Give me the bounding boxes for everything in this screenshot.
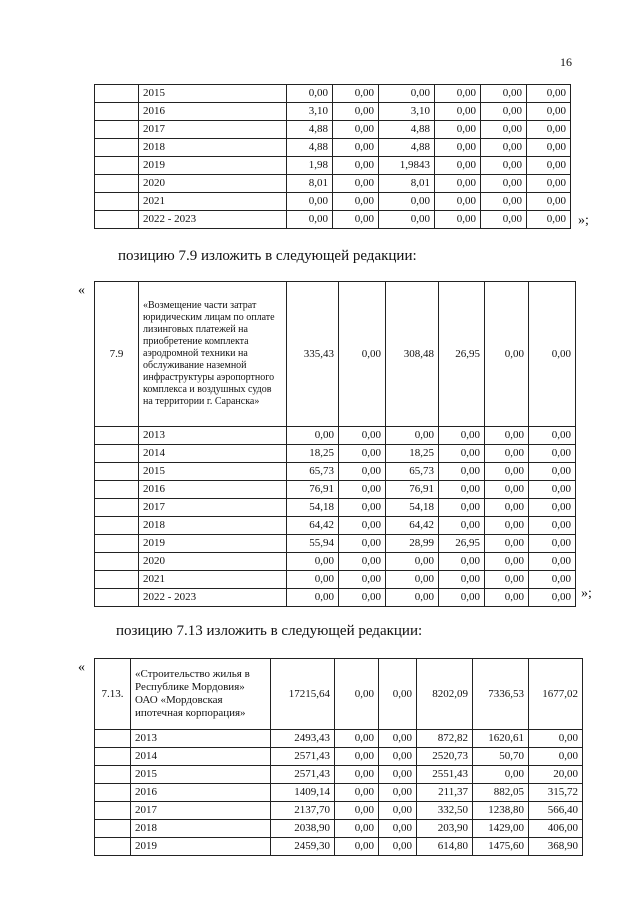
table-row [95, 571, 576, 589]
value-cell: 0,00 [335, 802, 379, 820]
value-cell: 0,00 [529, 589, 576, 607]
year-cell: 2021 [139, 571, 287, 589]
value-cell: 0,00 [527, 103, 571, 121]
empty-cell [95, 193, 139, 211]
value-cell: 0,00 [287, 553, 339, 571]
total-cell: 0,00 [335, 659, 379, 730]
value-cell: 0,00 [481, 157, 527, 175]
value-cell: 0,00 [485, 427, 529, 445]
item-description: «Строительство жилья в Республике Мордовия» ОАО «Мордовская ипотечная корпорация» [131, 659, 271, 730]
value-cell: 0,00 [339, 499, 386, 517]
item-description: «Возмещение части затрат юридическим лицам по оплате лизинговых платежей на приобретение комплекта аэродромной техники на обслуживание наземной инфраструктуры аэропортного комплекса и воздушных судов на территории г. Саранска» [139, 282, 287, 427]
total-cell: 335,43 [287, 282, 339, 427]
value-cell: 0,00 [527, 175, 571, 193]
year-cell: 2019 [139, 535, 287, 553]
value-cell: 0,00 [379, 730, 417, 748]
value-cell: 0,00 [335, 784, 379, 802]
year-cell: 2016 [131, 784, 271, 802]
value-cell: 0,00 [529, 748, 583, 766]
year-cell: 2016 [139, 481, 287, 499]
value-cell: 0,00 [333, 85, 379, 103]
value-cell: 18,25 [386, 445, 439, 463]
total-cell: 17215,64 [271, 659, 335, 730]
value-cell: 0,00 [333, 175, 379, 193]
value-cell: 0,00 [529, 463, 576, 481]
empty-cell [95, 571, 139, 589]
value-cell: 0,00 [335, 766, 379, 784]
value-cell: 0,00 [333, 157, 379, 175]
value-cell: 203,90 [417, 820, 473, 838]
value-cell: 0,00 [333, 121, 379, 139]
value-cell: 0,00 [333, 193, 379, 211]
value-cell: 0,00 [435, 121, 481, 139]
empty-cell [95, 553, 139, 571]
value-cell: 0,00 [339, 535, 386, 553]
year-cell: 2018 [139, 517, 287, 535]
value-cell: 0,00 [485, 517, 529, 535]
value-cell: 0,00 [473, 766, 529, 784]
table-row [95, 427, 576, 445]
year-cell: 2019 [131, 838, 271, 856]
table-row [95, 838, 583, 856]
value-cell: 0,00 [481, 139, 527, 157]
value-cell: 0,00 [485, 445, 529, 463]
close-quote-mark: »; [578, 213, 589, 228]
value-cell: 0,00 [481, 175, 527, 193]
value-cell: 4,88 [379, 139, 435, 157]
value-cell: 0,00 [439, 427, 485, 445]
value-cell: 0,00 [529, 499, 576, 517]
value-cell: 211,37 [417, 784, 473, 802]
value-cell: 0,00 [529, 730, 583, 748]
table-row [95, 175, 571, 193]
year-cell: 2017 [131, 802, 271, 820]
total-cell: 0,00 [339, 282, 386, 427]
table-row [95, 157, 571, 175]
table-row [95, 499, 576, 517]
table-continuation [94, 84, 571, 229]
value-cell: 18,25 [287, 445, 339, 463]
value-cell: 0,00 [386, 571, 439, 589]
value-cell: 0,00 [527, 139, 571, 157]
value-cell: 0,00 [481, 103, 527, 121]
value-cell: 1475,60 [473, 838, 529, 856]
value-cell: 0,00 [485, 571, 529, 589]
value-cell: 0,00 [379, 211, 435, 229]
value-cell: 1238,80 [473, 802, 529, 820]
table-row [95, 748, 583, 766]
year-cell: 2013 [139, 427, 287, 445]
value-cell: 0,00 [379, 784, 417, 802]
empty-cell [95, 157, 139, 175]
value-cell: 1620,61 [473, 730, 529, 748]
value-cell: 2493,43 [271, 730, 335, 748]
table-row [95, 802, 583, 820]
value-cell: 0,00 [335, 748, 379, 766]
value-cell: 0,00 [527, 121, 571, 139]
value-cell: 0,00 [481, 85, 527, 103]
year-cell: 2019 [139, 157, 287, 175]
table-row [95, 445, 576, 463]
table-row [95, 139, 571, 157]
table-row [95, 463, 576, 481]
year-cell: 2018 [139, 139, 287, 157]
value-cell: 0,00 [339, 445, 386, 463]
value-cell: 0,00 [287, 571, 339, 589]
value-cell: 0,00 [333, 211, 379, 229]
year-cell: 2017 [139, 499, 287, 517]
value-cell: 64,42 [287, 517, 339, 535]
value-cell: 566,40 [529, 802, 583, 820]
value-cell: 0,00 [529, 553, 576, 571]
total-cell: 7336,53 [473, 659, 529, 730]
year-cell: 2022 - 2023 [139, 211, 287, 229]
value-cell: 0,00 [339, 463, 386, 481]
year-cell: 2015 [139, 463, 287, 481]
total-cell: 8202,09 [417, 659, 473, 730]
value-cell: 20,00 [529, 766, 583, 784]
empty-cell [95, 730, 131, 748]
section-heading: позицию 7.13 изложить в следующей редакции: [116, 623, 423, 639]
year-cell: 2020 [139, 175, 287, 193]
value-cell: 4,88 [287, 121, 333, 139]
value-cell: 0,00 [439, 553, 485, 571]
value-cell: 1,9843 [379, 157, 435, 175]
value-cell: 0,00 [435, 139, 481, 157]
value-cell: 0,00 [439, 481, 485, 499]
total-cell: 308,48 [386, 282, 439, 427]
value-cell: 0,00 [485, 553, 529, 571]
table-row [95, 211, 571, 229]
item-row [95, 282, 576, 427]
value-cell: 3,10 [287, 103, 333, 121]
empty-cell [95, 802, 131, 820]
value-cell: 0,00 [333, 139, 379, 157]
empty-cell [95, 445, 139, 463]
empty-cell [95, 211, 139, 229]
value-cell: 0,00 [287, 211, 333, 229]
value-cell: 872,82 [417, 730, 473, 748]
empty-cell [95, 784, 131, 802]
value-cell: 0,00 [435, 157, 481, 175]
value-cell: 0,00 [379, 820, 417, 838]
value-cell: 0,00 [335, 838, 379, 856]
value-cell: 368,90 [529, 838, 583, 856]
table-position-7-9 [94, 281, 576, 607]
empty-cell [95, 175, 139, 193]
value-cell: 3,10 [379, 103, 435, 121]
value-cell: 0,00 [386, 589, 439, 607]
total-cell: 0,00 [485, 282, 529, 427]
table-position-7-13 [94, 658, 583, 856]
table-row [95, 517, 576, 535]
item-number: 7.13. [95, 659, 131, 730]
value-cell: 0,00 [485, 499, 529, 517]
value-cell: 0,00 [481, 211, 527, 229]
empty-cell [95, 838, 131, 856]
table-row [95, 730, 583, 748]
value-cell: 0,00 [527, 193, 571, 211]
value-cell: 0,00 [485, 463, 529, 481]
value-cell: 0,00 [529, 517, 576, 535]
year-cell: 2015 [131, 766, 271, 784]
empty-cell [95, 589, 139, 607]
value-cell: 76,91 [287, 481, 339, 499]
value-cell: 0,00 [439, 589, 485, 607]
value-cell: 0,00 [439, 571, 485, 589]
value-cell: 0,00 [339, 571, 386, 589]
value-cell: 0,00 [379, 766, 417, 784]
value-cell: 0,00 [335, 820, 379, 838]
page-number: 16 [560, 55, 572, 69]
value-cell: 54,18 [386, 499, 439, 517]
value-cell: 0,00 [439, 517, 485, 535]
section-heading: позицию 7.9 изложить в следующей редакции: [118, 248, 417, 264]
value-cell: 0,00 [485, 589, 529, 607]
value-cell: 0,00 [527, 85, 571, 103]
empty-cell [95, 766, 131, 784]
empty-cell [95, 139, 139, 157]
value-cell: 0,00 [287, 193, 333, 211]
value-cell: 8,01 [287, 175, 333, 193]
value-cell: 0,00 [529, 481, 576, 499]
value-cell: 0,00 [386, 553, 439, 571]
year-cell: 2016 [139, 103, 287, 121]
value-cell: 0,00 [287, 85, 333, 103]
value-cell: 1,98 [287, 157, 333, 175]
table-row [95, 784, 583, 802]
value-cell: 0,00 [379, 193, 435, 211]
empty-cell [95, 535, 139, 553]
value-cell: 0,00 [529, 535, 576, 553]
table-row [95, 535, 576, 553]
table-row [95, 85, 571, 103]
year-cell: 2014 [131, 748, 271, 766]
value-cell: 0,00 [435, 193, 481, 211]
value-cell: 0,00 [529, 571, 576, 589]
value-cell: 0,00 [439, 463, 485, 481]
value-cell: 65,73 [386, 463, 439, 481]
value-cell: 0,00 [287, 589, 339, 607]
value-cell: 55,94 [287, 535, 339, 553]
value-cell: 64,42 [386, 517, 439, 535]
table-row [95, 121, 571, 139]
value-cell: 0,00 [333, 103, 379, 121]
year-cell: 2022 - 2023 [139, 589, 287, 607]
value-cell: 0,00 [386, 427, 439, 445]
value-cell: 0,00 [379, 838, 417, 856]
table-row [95, 481, 576, 499]
total-cell: 1677,02 [529, 659, 583, 730]
value-cell: 1429,00 [473, 820, 529, 838]
value-cell: 0,00 [529, 445, 576, 463]
value-cell: 0,00 [379, 85, 435, 103]
value-cell: 0,00 [527, 157, 571, 175]
empty-cell [95, 517, 139, 535]
value-cell: 0,00 [287, 427, 339, 445]
year-cell: 2015 [139, 85, 287, 103]
value-cell: 2137,70 [271, 802, 335, 820]
value-cell: 0,00 [435, 85, 481, 103]
empty-cell [95, 820, 131, 838]
value-cell: 1409,14 [271, 784, 335, 802]
year-cell: 2013 [131, 730, 271, 748]
value-cell: 0,00 [335, 730, 379, 748]
value-cell: 406,00 [529, 820, 583, 838]
item-row [95, 659, 583, 730]
empty-cell [95, 85, 139, 103]
value-cell: 2038,90 [271, 820, 335, 838]
value-cell: 0,00 [339, 589, 386, 607]
year-cell: 2018 [131, 820, 271, 838]
empty-cell [95, 463, 139, 481]
table-row [95, 553, 576, 571]
total-cell: 0,00 [379, 659, 417, 730]
value-cell: 0,00 [481, 193, 527, 211]
value-cell: 2551,43 [417, 766, 473, 784]
value-cell: 54,18 [287, 499, 339, 517]
empty-cell [95, 121, 139, 139]
empty-cell [95, 103, 139, 121]
value-cell: 332,50 [417, 802, 473, 820]
value-cell: 0,00 [439, 499, 485, 517]
item-number: 7.9 [95, 282, 139, 427]
value-cell: 2520,73 [417, 748, 473, 766]
empty-cell [95, 427, 139, 445]
table-row [95, 103, 571, 121]
value-cell: 0,00 [435, 175, 481, 193]
value-cell: 0,00 [485, 481, 529, 499]
value-cell: 2459,30 [271, 838, 335, 856]
value-cell: 4,88 [379, 121, 435, 139]
value-cell: 76,91 [386, 481, 439, 499]
value-cell: 614,80 [417, 838, 473, 856]
value-cell: 2571,43 [271, 748, 335, 766]
empty-cell [95, 481, 139, 499]
value-cell: 0,00 [379, 748, 417, 766]
value-cell: 0,00 [481, 121, 527, 139]
value-cell: 315,72 [529, 784, 583, 802]
value-cell: 0,00 [439, 445, 485, 463]
value-cell: 65,73 [287, 463, 339, 481]
table-row [95, 193, 571, 211]
value-cell: 0,00 [339, 517, 386, 535]
open-quote-mark: « [78, 660, 85, 675]
value-cell: 28,99 [386, 535, 439, 553]
value-cell: 8,01 [379, 175, 435, 193]
year-cell: 2021 [139, 193, 287, 211]
table-row [95, 589, 576, 607]
empty-cell [95, 748, 131, 766]
empty-cell [95, 499, 139, 517]
total-cell: 26,95 [439, 282, 485, 427]
open-quote-mark: « [78, 283, 85, 298]
value-cell: 0,00 [339, 481, 386, 499]
total-cell: 0,00 [529, 282, 576, 427]
close-quote-mark: »; [581, 586, 592, 601]
value-cell: 882,05 [473, 784, 529, 802]
value-cell: 0,00 [339, 553, 386, 571]
table-row [95, 820, 583, 838]
value-cell: 2571,43 [271, 766, 335, 784]
value-cell: 0,00 [527, 211, 571, 229]
year-cell: 2014 [139, 445, 287, 463]
value-cell: 0,00 [379, 802, 417, 820]
year-cell: 2017 [139, 121, 287, 139]
value-cell: 4,88 [287, 139, 333, 157]
value-cell: 0,00 [435, 211, 481, 229]
value-cell: 26,95 [439, 535, 485, 553]
value-cell: 0,00 [339, 427, 386, 445]
value-cell: 50,70 [473, 748, 529, 766]
value-cell: 0,00 [529, 427, 576, 445]
table-row [95, 766, 583, 784]
year-cell: 2020 [139, 553, 287, 571]
value-cell: 0,00 [435, 103, 481, 121]
value-cell: 0,00 [485, 535, 529, 553]
